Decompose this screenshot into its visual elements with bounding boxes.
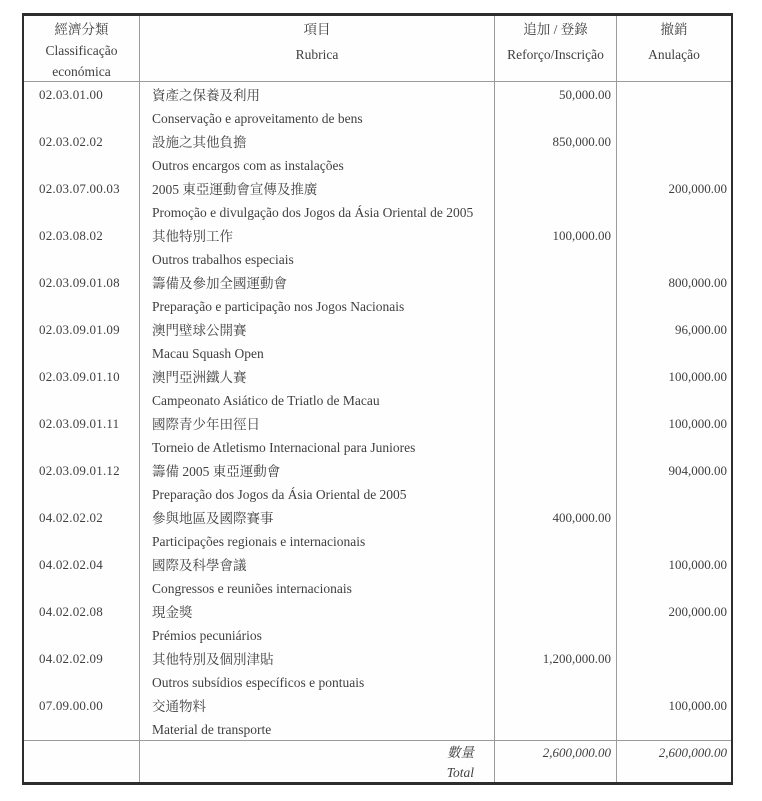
- row-anulacao-amount: [617, 646, 731, 693]
- row-item-pt: Macau Squash Open: [152, 346, 264, 362]
- table-header-row: [24, 16, 731, 82]
- row-item-zh: 國際青少年田徑日: [152, 417, 260, 432]
- row-item-zh: 交通物料: [152, 699, 206, 714]
- row-code: 02.03.09.01.10: [24, 364, 140, 411]
- row-reforco-amount: 400,000.00: [495, 505, 617, 552]
- row-reforco-amount: 1,200,000.00: [495, 646, 617, 693]
- total-reforco-amount: 2,600,000.00: [495, 741, 617, 782]
- total-empty-cell: [24, 741, 140, 782]
- table-body: [24, 82, 731, 740]
- row-item: [140, 458, 495, 505]
- row-code: 02.03.02.02: [24, 129, 140, 176]
- table-row: [24, 646, 731, 693]
- header-reinforcement-pt: Reforço/Inscrição: [507, 47, 604, 62]
- row-anulacao-amount: [617, 223, 731, 270]
- table-row: [24, 129, 731, 176]
- row-anulacao-amount: 96,000.00: [675, 322, 727, 337]
- row-code: 07.09.00.00: [24, 693, 140, 740]
- table-row: [24, 364, 731, 411]
- row-item-pt: Torneio de Atletismo Internacional para Juniores: [152, 440, 416, 456]
- row-item-zh: 現金獎: [152, 605, 193, 620]
- table-row: [24, 411, 731, 458]
- row-anulacao-amount: 800,000.00: [668, 275, 727, 290]
- row-anulacao-amount: [617, 505, 731, 552]
- row-reforco-amount: [495, 599, 617, 646]
- total-label-cell: [140, 741, 495, 782]
- row-item-zh: 澳門亞洲鐵人賽: [152, 370, 247, 385]
- row-item-pt: Outros trabalhos especiais: [152, 252, 294, 268]
- total-label-pt: Total: [446, 764, 474, 780]
- header-item-pt: Rubrica: [295, 47, 339, 62]
- table-row: [24, 82, 731, 129]
- row-anulacao-amount: 904,000.00: [668, 463, 727, 478]
- row-item: [140, 129, 495, 176]
- row-item: [140, 599, 495, 646]
- header-item: [140, 16, 495, 81]
- row-code: 02.03.09.01.09: [24, 317, 140, 364]
- row-item-pt: Congressos e reuniões internacionais: [152, 581, 352, 597]
- row-item: [140, 176, 495, 223]
- header-economic-classification: [24, 16, 140, 81]
- table-row: [24, 176, 731, 223]
- total-anulacao-amount: 2,600,000.00: [658, 745, 727, 760]
- row-item: [140, 364, 495, 411]
- row-code: 02.03.07.00.03: [24, 176, 140, 223]
- header-reinforcement: [495, 16, 617, 81]
- row-code: 04.02.02.08: [24, 599, 140, 646]
- row-item-zh: 其他特別及個別津貼: [152, 652, 274, 667]
- row-item: [140, 411, 495, 458]
- row-code: 02.03.08.02: [24, 223, 140, 270]
- row-anulacao-amount: 200,000.00: [668, 604, 727, 619]
- row-item-pt: Prémios pecuniários: [152, 628, 262, 644]
- row-code: 02.03.01.00: [24, 82, 140, 129]
- total-label-zh: 數量: [447, 745, 474, 760]
- row-anulacao-amount: [617, 129, 731, 176]
- table-row: [24, 458, 731, 505]
- row-item: [140, 270, 495, 317]
- table-row: [24, 270, 731, 317]
- row-item-pt: Material de transporte: [152, 722, 272, 738]
- row-code: 04.02.02.02: [24, 505, 140, 552]
- row-item-pt: Campeonato Asiático de Triatlo de Macau: [152, 393, 380, 409]
- row-reforco-amount: [495, 364, 617, 411]
- total-row: [24, 740, 731, 782]
- row-anulacao-amount: 100,000.00: [668, 369, 727, 384]
- row-item-pt: Participações regionais e internacionais: [152, 534, 366, 550]
- table-row: [24, 599, 731, 646]
- header-annulment-pt: Anulação: [648, 47, 700, 62]
- header-reinforcement-zh: 追加 / 登錄: [523, 22, 588, 37]
- row-item-zh: 國際及科學會議: [152, 558, 247, 573]
- row-code: 02.03.09.01.12: [24, 458, 140, 505]
- table-row: [24, 552, 731, 599]
- row-item-zh: 其他特別工作: [152, 229, 233, 244]
- row-item-pt: Preparação e participação nos Jogos Nacionais: [152, 299, 405, 315]
- header-item-zh: 項目: [303, 22, 331, 37]
- header-annulment: [617, 16, 731, 81]
- row-anulacao-amount: 100,000.00: [668, 416, 727, 431]
- table-row: [24, 505, 731, 552]
- row-reforco-amount: [495, 411, 617, 458]
- row-code: 04.02.02.04: [24, 552, 140, 599]
- row-reforco-amount: [495, 317, 617, 364]
- row-reforco-amount: 850,000.00: [495, 129, 617, 176]
- row-item: [140, 505, 495, 552]
- row-item: [140, 693, 495, 740]
- row-reforco-amount: [495, 176, 617, 223]
- row-anulacao-amount: 200,000.00: [668, 181, 727, 196]
- header-classification-zh: 經濟分類: [54, 22, 109, 37]
- header-classification-pt-line2: económica: [52, 64, 111, 79]
- row-item-zh: 參與地區及國際賽事: [152, 511, 274, 526]
- row-anulacao-amount: [617, 82, 731, 129]
- row-reforco-amount: 100,000.00: [495, 223, 617, 270]
- row-item-zh: 2005 東亞運動會宣傳及推廣: [152, 182, 318, 197]
- row-item-pt: Outros encargos com as instalações: [152, 158, 344, 174]
- row-item-pt: Conservação e aproveitamento de bens: [152, 111, 363, 127]
- row-item-pt: Outros subsídios específicos e pontuais: [152, 675, 365, 691]
- row-anulacao-amount: 100,000.00: [668, 557, 727, 572]
- row-reforco-amount: 50,000.00: [495, 82, 617, 129]
- row-item-zh: 澳門壁球公開賽: [152, 323, 247, 338]
- row-item-zh: 籌備 2005 東亞運動會: [152, 464, 281, 479]
- row-reforco-amount: [495, 693, 617, 740]
- row-reforco-amount: [495, 552, 617, 599]
- table-row: [24, 223, 731, 270]
- row-item-zh: 籌備及參加全國運動會: [152, 276, 287, 291]
- row-item: [140, 82, 495, 129]
- row-item: [140, 552, 495, 599]
- row-item-zh: 資產之保養及利用: [152, 88, 260, 103]
- row-anulacao-amount: 100,000.00: [668, 698, 727, 713]
- budget-amendment-table: [22, 13, 733, 785]
- row-code: 02.03.09.01.08: [24, 270, 140, 317]
- table-row: [24, 317, 731, 364]
- header-annulment-zh: 撤銷: [660, 22, 688, 37]
- header-classification-pt-line1: Classificação: [45, 43, 118, 58]
- row-item: [140, 317, 495, 364]
- row-code: 02.03.09.01.11: [24, 411, 140, 458]
- row-item-zh: 設施之其他負擔: [152, 135, 247, 150]
- row-reforco-amount: [495, 458, 617, 505]
- row-item-pt: Promoção e divulgação dos Jogos da Ásia Oriental de 2005: [152, 205, 474, 221]
- row-code: 04.02.02.09: [24, 646, 140, 693]
- row-item: [140, 223, 495, 270]
- row-item-pt: Preparação dos Jogos da Ásia Oriental de 2005: [152, 487, 407, 503]
- row-reforco-amount: [495, 270, 617, 317]
- row-item: [140, 646, 495, 693]
- table-row: [24, 693, 731, 740]
